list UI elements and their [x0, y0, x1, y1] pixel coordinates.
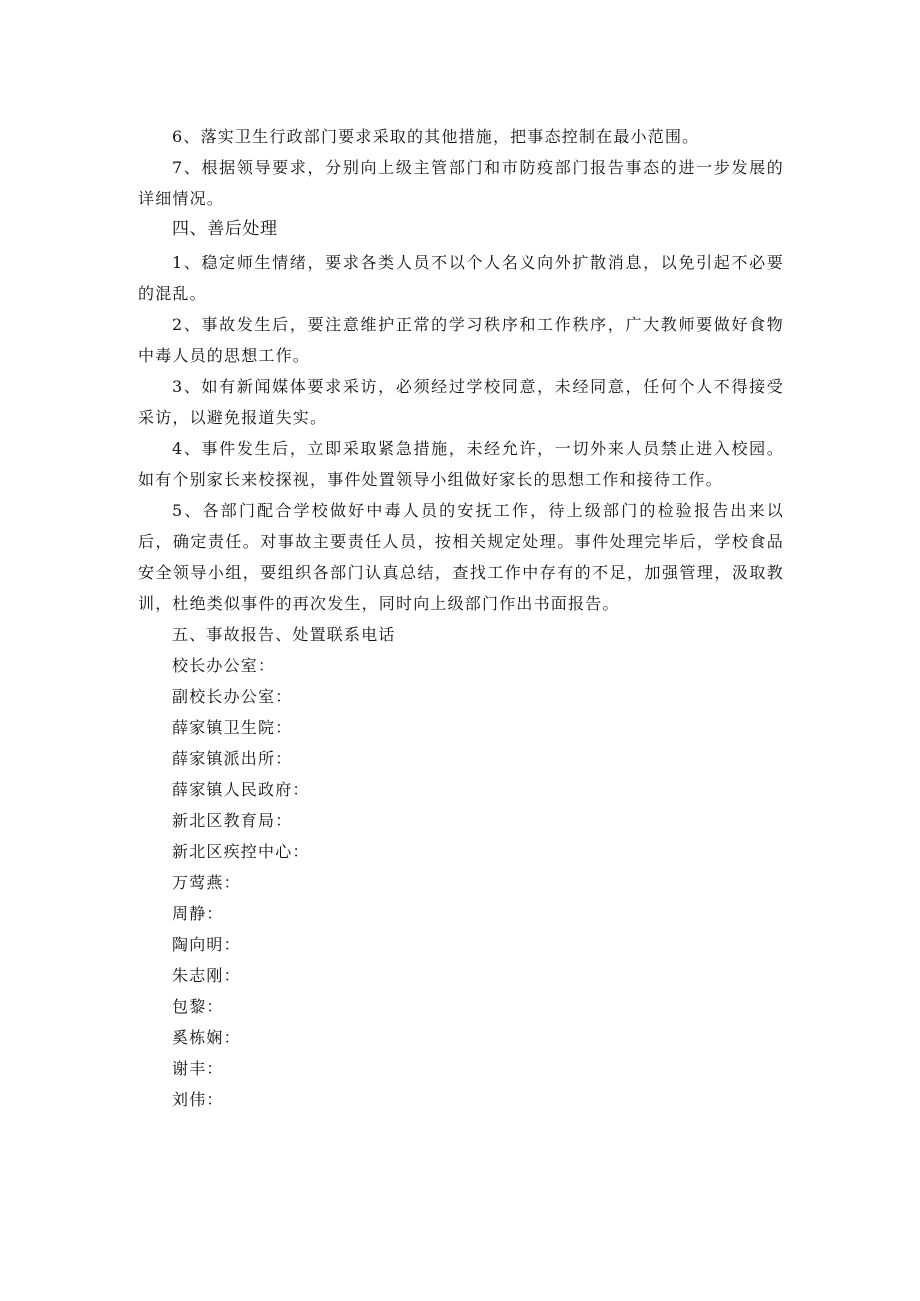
contact-health-center: 薛家镇卫生院： [172, 718, 293, 737]
contact-town-government: 薛家镇人民政府： [172, 780, 310, 799]
section-heading-aftermath: 四、善后处理 [172, 219, 278, 239]
contact-person: 万莺燕： [172, 873, 241, 892]
aftermath-item-5: 5、各部门配合学校做好中毒人员的安抚工作，待上级部门的检验报告出来以后，确定责任。对事故主要责任人员，按相关规定处理。事件处理完毕后，学校食品安全领导小组，要组织各部门认真总结，查找工作中存有的不足，加强管理，汲取教训，杜绝类似事件的再次发生，同时向上级部门作出书面报告。 [138, 501, 784, 613]
contact-education-bureau: 新北区教育局： [172, 811, 293, 830]
aftermath-item-1: 1、稳定师生情绪，要求各类人员不以个人名义向外扩散消息，以免引起不必要的混乱。 [138, 253, 784, 303]
paragraph-item-7: 7、根据领导要求，分别向上级主管部门和市防疫部门报告事态的进一步发展的详细情况。 [138, 158, 784, 208]
contact-person: 陶向明： [172, 935, 241, 954]
contact-principal-office: 校长办公室： [172, 656, 276, 675]
contact-person: 周静： [172, 904, 224, 923]
contact-vice-principal-office: 副校长办公室： [172, 687, 293, 706]
contact-person: 朱志刚： [172, 966, 241, 985]
contact-police-station: 薛家镇派出所： [172, 749, 293, 768]
aftermath-item-3: 3、如有新闻媒体要求采访，必须经过学校同意，未经同意，任何个人不得接受采访，以避免报道失实。 [138, 377, 784, 427]
contact-person: 谢丰： [172, 1059, 224, 1078]
section-heading-contacts: 五、事故报告、处置联系电话 [172, 625, 396, 644]
aftermath-item-2: 2、事故发生后，要注意维护正常的学习秩序和工作秩序，广大教师要做好食物中毒人员的思想工作。 [138, 315, 784, 365]
contact-person: 刘伟： [172, 1090, 224, 1109]
paragraph-item-6: 6、落实卫生行政部门要求采取的其他措施，把事态控制在最小范围。 [172, 127, 700, 146]
aftermath-item-4: 4、事件发生后，立即采取紧急措施，未经允许，一切外来人员禁止进入校园。如有个别家长来校探视，事件处置领导小组做好家长的思想工作和接待工作。 [138, 439, 784, 489]
contact-person: 奚栋娴： [172, 1028, 241, 1047]
contact-cdc: 新北区疾控中心： [172, 842, 310, 861]
contact-person: 包黎： [172, 997, 224, 1016]
document-body [138, 121, 784, 1115]
